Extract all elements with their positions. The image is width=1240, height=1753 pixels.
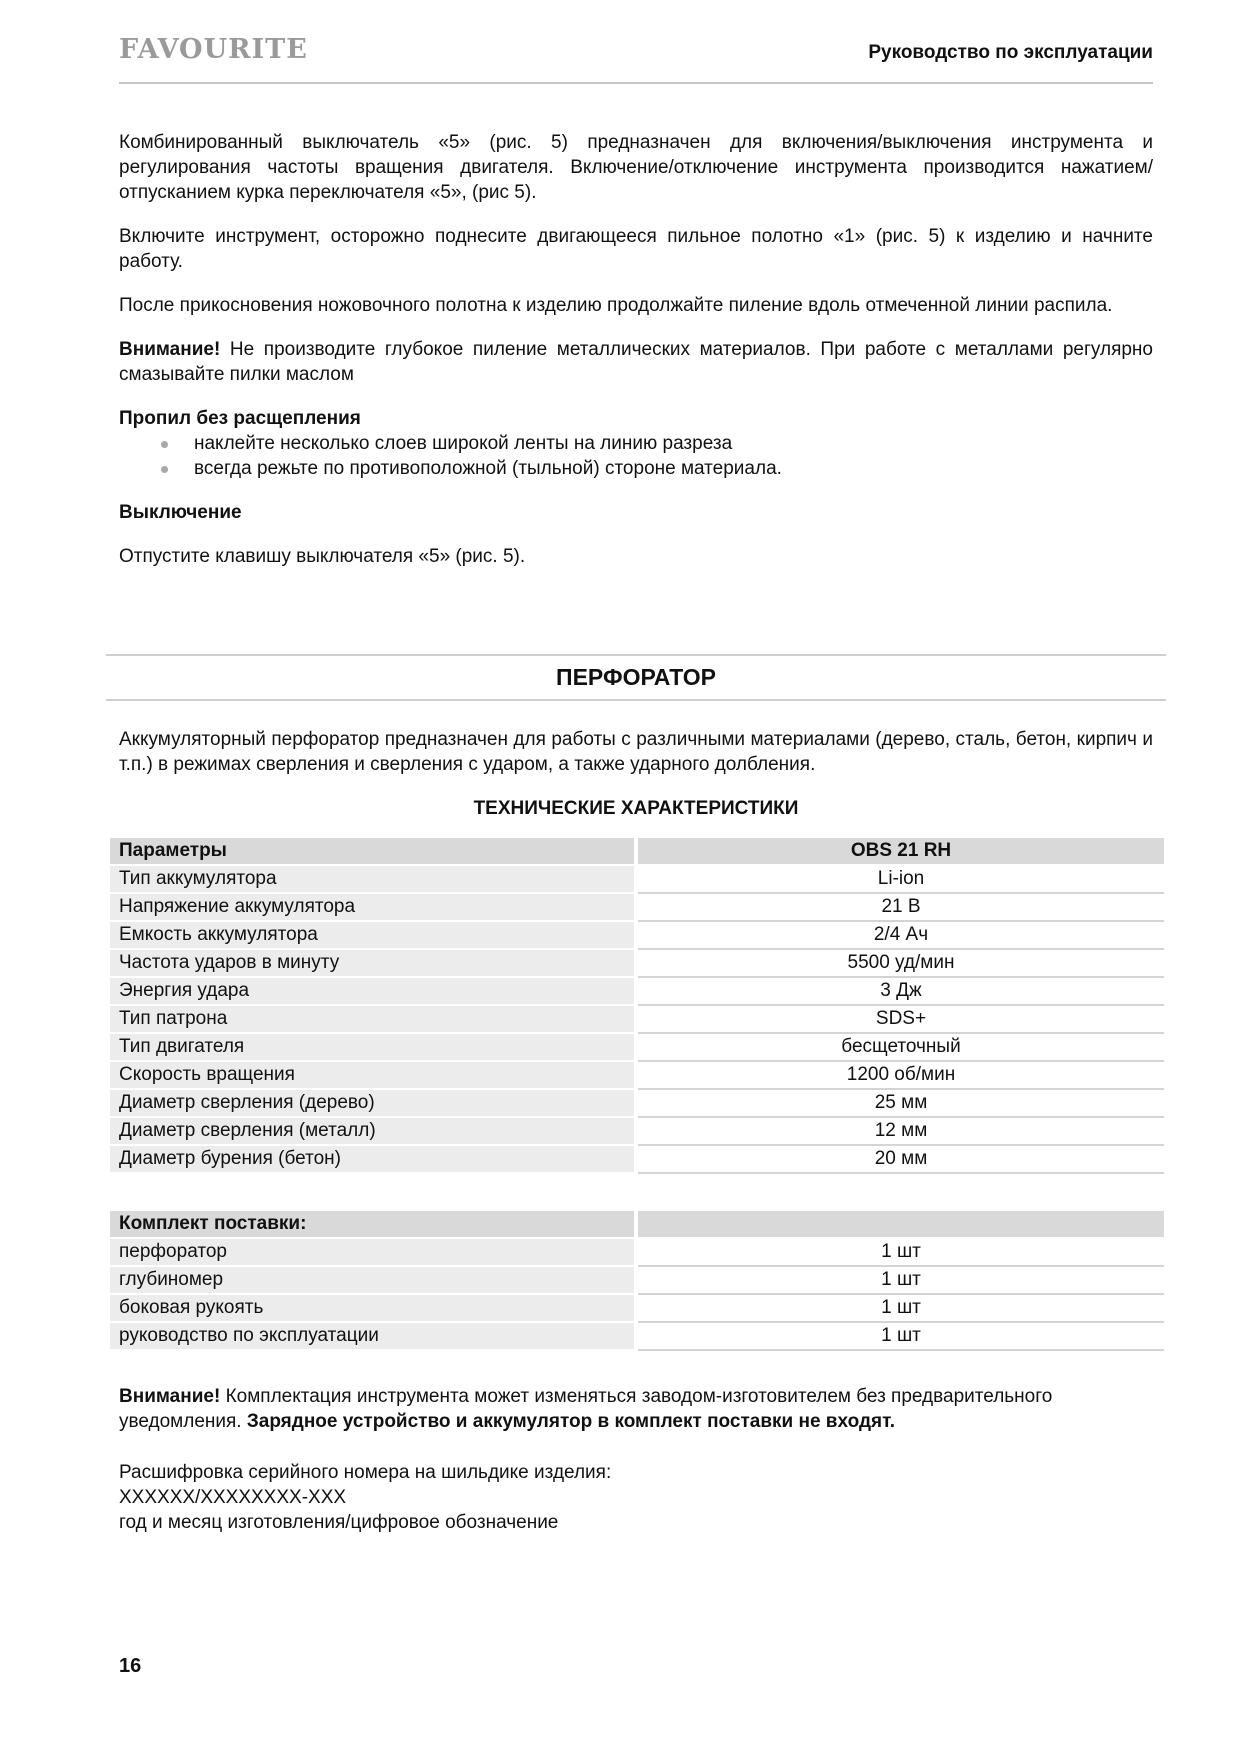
table-cell: Тип патрона <box>110 1005 636 1033</box>
serial-label: Расшифровка серийного номера на шильдике изделия: <box>119 1462 612 1483</box>
table-cell: Емкость аккумулятора <box>110 921 636 949</box>
note-text: Комплектация инструмента может изменяться заводом-изготовителем без предварительного уведомления. <box>119 1386 1053 1432</box>
table-header-row <box>110 1211 1164 1238</box>
table-cell: Тип аккумулятора <box>110 865 636 893</box>
table-cell: Тип двигателя <box>110 1033 636 1061</box>
table-cell: руководство по эксплуатации <box>110 1322 636 1350</box>
table-cell: 1200 об/мин <box>636 1061 1164 1089</box>
list-item: наклейте несколько слоев широкой ленты на линию разреза <box>194 431 1153 456</box>
note-warning-label: Внимание! <box>119 1386 221 1407</box>
table-row <box>110 1005 1164 1033</box>
perforator-intro: Аккумуляторный перфоратор предназначен для работы с различными материалами (дерево, сталь, бетон, кирпич и т.п.) в режимах сверления и сверления с ударом, а также ударного долбления. <box>119 729 1153 775</box>
off-section-text: Отпустите клавишу выключателя «5» (рис. 5). <box>119 546 526 567</box>
table-cell: 20 мм <box>636 1145 1164 1173</box>
kit-note <box>119 1384 1153 1434</box>
serial-description: год и месяц изготовления/цифровое обозначение <box>119 1512 559 1533</box>
table-cell: Диаметр сверления (дерево) <box>110 1089 636 1117</box>
table-cell: 1 шт <box>636 1238 1164 1266</box>
table-row <box>110 1294 1164 1322</box>
spec-heading: ТЕХНИЧЕСКИЕ ХАРАКТЕРИСТИКИ <box>473 798 799 819</box>
table-row <box>110 865 1164 893</box>
table-row <box>110 921 1164 949</box>
table-row <box>110 977 1164 1005</box>
table-cell: Частота ударов в минуту <box>110 949 636 977</box>
table-cell: Скорость вращения <box>110 1061 636 1089</box>
table-row <box>110 1238 1164 1266</box>
table-header-cell: Комплект поставки: <box>110 1211 636 1238</box>
switch-paragraph: Комбинированный выключатель «5» (рис. 5) предназначен для включения/выключения инструмента и регулирования частоты вращения двигателя. Включение/отключение инструмента производится нажатием/отпусканием курка переключателя «5», (рис 5). <box>119 132 1153 203</box>
table-cell: 2/4 Ач <box>636 921 1164 949</box>
table-cell: 21 В <box>636 893 1164 921</box>
page-number: 16 <box>119 1655 142 1677</box>
list-item: всегда режьте по противоположной (тыльной) стороне материала. <box>194 456 1153 481</box>
table-cell: Li-ion <box>636 865 1164 893</box>
off-section-title: Выключение <box>119 502 242 523</box>
table-row <box>110 1266 1164 1294</box>
table-cell: 1 шт <box>636 1294 1164 1322</box>
table-row <box>110 1145 1164 1173</box>
table-row <box>110 1322 1164 1350</box>
cut-section-title: Пропил без расщепления <box>119 408 361 429</box>
table-cell: 1 шт <box>636 1322 1164 1350</box>
table-cell: Диаметр бурения (бетон) <box>110 1145 636 1173</box>
table-row <box>110 949 1164 977</box>
warning-paragraph <box>119 337 1153 387</box>
table-header-row <box>110 838 1164 865</box>
spec-table <box>110 838 1164 1174</box>
note-bold-text: Зарядное устройство и аккумулятор в комплект поставки не входят. <box>246 1411 896 1432</box>
table-header-cell: OBS 21 RH <box>636 838 1164 865</box>
serial-number-info <box>119 1460 1153 1535</box>
section-title: ПЕРФОРАТОР <box>556 664 716 690</box>
start-paragraph: Включите инструмент, осторожно поднесите двигающееся пильное полотно «1» (рис. 5) к изделию и начните работу. <box>119 226 1153 272</box>
table-header-cell <box>636 1211 1164 1238</box>
section-header-bar <box>106 654 1166 701</box>
table-row <box>110 1117 1164 1145</box>
table-row <box>110 893 1164 921</box>
table-cell: 1 шт <box>636 1266 1164 1294</box>
cut-tips-list <box>119 431 1153 481</box>
table-cell: 12 мм <box>636 1117 1164 1145</box>
serial-format: XXXXXX/XXXXXXXX-XXX <box>119 1487 347 1508</box>
table-cell: боковая рукоять <box>110 1294 636 1322</box>
table-cell: Диаметр сверления (металл) <box>110 1117 636 1145</box>
table-cell: бесщеточный <box>636 1033 1164 1061</box>
table-cell: Энергия удара <box>110 977 636 1005</box>
document-title: Руководство по эксплуатации <box>868 42 1153 63</box>
table-cell: 25 мм <box>636 1089 1164 1117</box>
table-cell: Напряжение аккумулятора <box>110 893 636 921</box>
table-cell: 5500 уд/мин <box>636 949 1164 977</box>
saw-instructions <box>119 130 1153 588</box>
table-cell: 3 Дж <box>636 977 1164 1005</box>
kit-table <box>110 1211 1164 1351</box>
table-cell: SDS+ <box>636 1005 1164 1033</box>
table-header-cell: Параметры <box>110 838 636 865</box>
table-row <box>110 1061 1164 1089</box>
table-cell: глубиномер <box>110 1266 636 1294</box>
page-header <box>119 32 1153 84</box>
warning-label: Внимание! <box>119 339 221 360</box>
table-cell: перфоратор <box>110 1238 636 1266</box>
warning-text: Не производите глубокое пиление металлических материалов. При работе с металлами регулярно смазывайте пилки маслом <box>119 339 1153 385</box>
brand-logo: FAVOURITE <box>119 34 308 65</box>
cutting-paragraph: После прикосновения ножовочного полотна к изделию продолжайте пиление вдоль отмеченной линии распила. <box>119 295 1113 316</box>
table-row <box>110 1033 1164 1061</box>
table-row <box>110 1089 1164 1117</box>
